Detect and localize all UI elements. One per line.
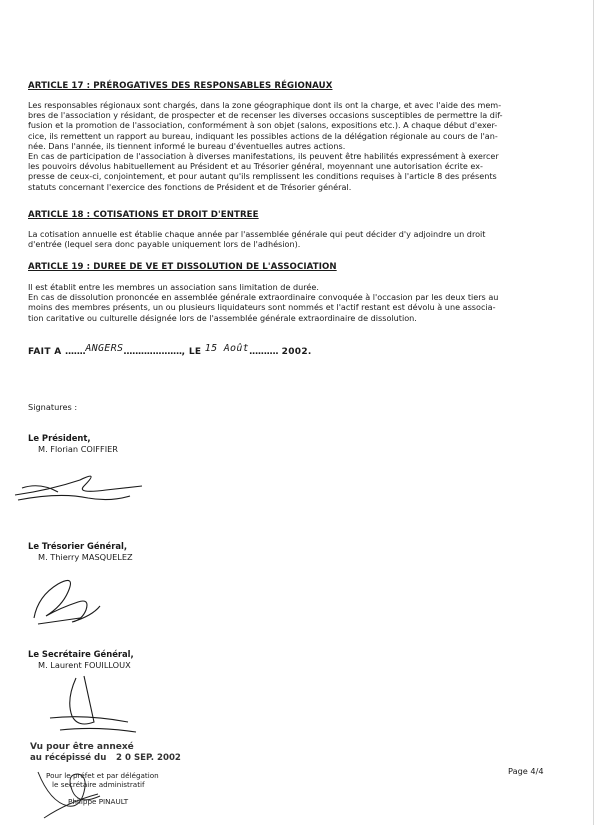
stamp-signer-name: Philippe PINAULT [68, 797, 129, 806]
fait-place-handwritten: ANGERS [85, 343, 124, 354]
article-17-line: cice, ils remettent un rapport au bureau, indiquant les possibles actions de la délégation régionale au cours de l'an- [28, 130, 498, 141]
tresorier-name: M. Thierry MASQUELEZ [38, 552, 133, 562]
stamp-signature [28, 762, 138, 820]
article-17-heading: ARTICLE 17 : PRÉROGATIVES DES RESPONSABLES RÉGIONAUX [28, 81, 333, 91]
stamp-line-2: au récépissé du [30, 753, 107, 763]
tresorier-signature [28, 566, 128, 636]
article-19-line: Il est établit entre les membres un association sans limitation de durée. [28, 282, 319, 292]
article-17-line: statuts concernant l'exercice des fonctions de Président et de Trésorier général. [28, 181, 352, 192]
page-number: Page 4/4 [508, 766, 544, 776]
article-17-line: née. Dans l'année, ils tiennent informé le bureau d'éventuelles autres actions. [28, 140, 346, 151]
fait-prefix: FAIT A [28, 347, 65, 357]
article-18-line: d'entrée (lequel sera donc payable uniquement lors de l'adhésion). [28, 239, 301, 250]
fait-date-handwritten: 15 Août [204, 343, 249, 354]
president-name: M. Florian COIFFIER [38, 444, 118, 454]
fait-middle: , LE [181, 347, 205, 357]
president-signature [10, 462, 150, 512]
article-17-line: fusion et la promotion de l'association, conformément à son objet (salons, expositions etc.). A chaque début d'exer- [28, 120, 498, 131]
tresorier-title: Le Trésorier Général, [28, 541, 128, 551]
article-19-line: tion caritative ou culturelle désignée lors de l'assemblée générale extraordinaire de dissolution. [28, 312, 417, 323]
stamp-line-1: Vu pour être annexé [30, 742, 134, 752]
secretaire-name: M. Laurent FOUILLOUX [38, 660, 131, 670]
article-17-line: presse de ceux-ci, conjointement, et pour autant qu'ils remplissent les conditions requises à l'article 8 des présents [28, 171, 497, 182]
page-edge [593, 0, 594, 825]
stamp-line-3: Pour le préfet et par délégation [46, 771, 159, 780]
article-17-line: Les responsables régionaux sont chargés, dans la zone géographique dont ils ont la charge, et avec l'aide des mem- [28, 100, 502, 110]
fait-year: 2002. [278, 347, 312, 357]
article-19-line: moins des membres présents, un ou plusieurs liquidateurs sont nommés et l'actif restant est dévolu à une associa- [28, 302, 496, 313]
stamp-line-4: le secrétaire administratif [52, 780, 145, 789]
article-19-body [28, 282, 576, 323]
president-title: Le Président, [28, 433, 91, 443]
article-19-line: En cas de dissolution prononcée en assemblée générale extraordinaire convoquée à l'occasion par les deux tiers au [28, 292, 499, 303]
article-17-line: En cas de participation de l'association à diverses manifestations, ils peuvent être habilités expressément à exercer [28, 151, 499, 162]
secretaire-signature [36, 670, 156, 740]
prefecture-stamp [30, 742, 210, 822]
article-19-heading: ARTICLE 19 : DUREE DE VE ET DISSOLUTION DE L'ASSOCIATION [28, 262, 337, 272]
secretaire-title: Le Secrétaire Général, [28, 649, 134, 659]
fait-a-line: FAIT A .......ANGERS...................., LE 15 Août.......... 2002. [28, 343, 312, 357]
article-17-line: bres de l'association y résidant, de prospecter et de recenser les diverses occasions susceptibles de permettre la dif- [28, 110, 503, 121]
article-17-body [28, 100, 576, 192]
stamp-date: 2 0 SEP. 2002 [116, 753, 181, 763]
signatures-label: Signatures : [28, 402, 78, 412]
article-18-line: La cotisation annuelle est établie chaque année par l'assemblée générale qui peut décider d'y adjoindre un droit [28, 229, 486, 239]
article-17-line: les pouvoirs dévolus habituellement au Président et au Trésorier général, moyennant une autorisation écrite ex- [28, 161, 483, 172]
article-18-heading: ARTICLE 18 : COTISATIONS ET DROIT D'ENTREE [28, 210, 259, 220]
article-18-body [28, 229, 576, 249]
